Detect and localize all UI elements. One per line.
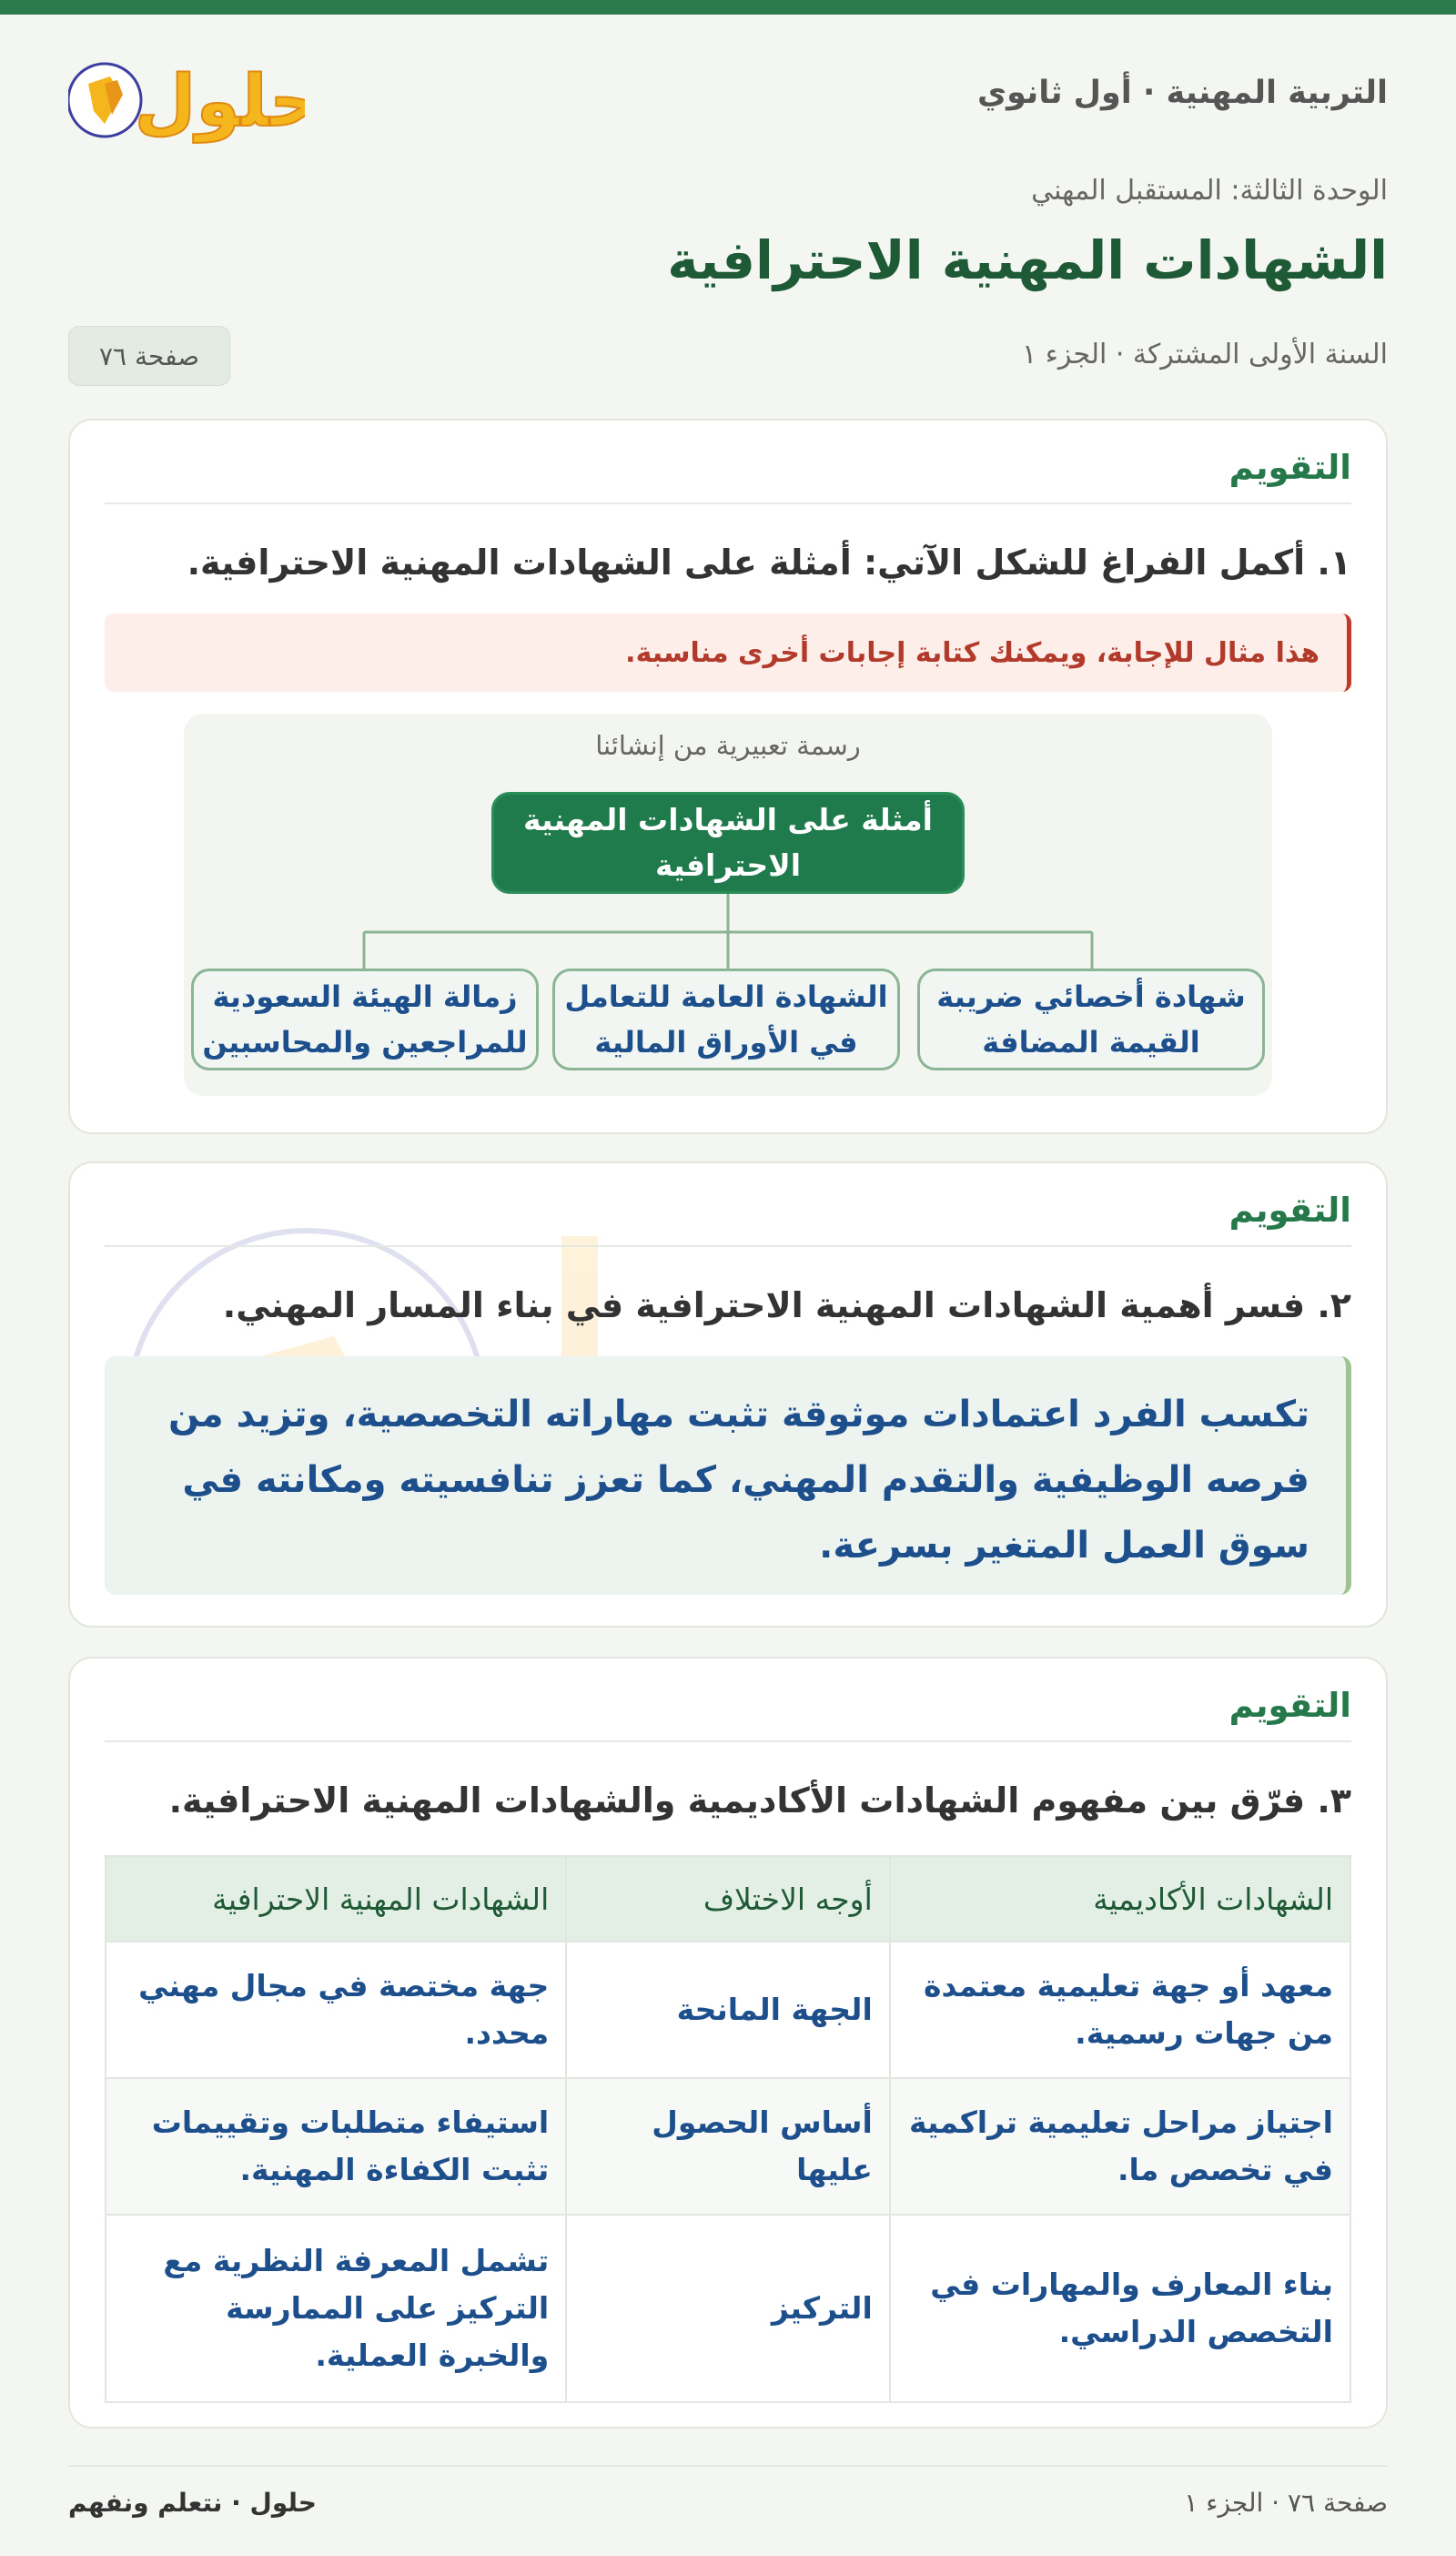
table-header-cell: أوجه الاختلاف — [566, 1856, 890, 1942]
subject-title: التربية المهنية · أول ثانوي — [977, 75, 1388, 111]
question-text: ١. أكمل الفراغ للشكل الآتي: أمثلة على الشهادات المهنية الاحترافية. — [187, 543, 1351, 583]
question-text: ٣. فرّق بين مفهوم الشهادات الأكاديمية والشهادات المهنية الاحترافية. — [168, 1780, 1351, 1821]
top-accent-bar — [0, 0, 1456, 15]
examples-diagram — [184, 714, 1272, 1096]
diagram-leaf-node: زمالة الهيئة السعودية للمراجعين والمحاسبين — [191, 969, 539, 1070]
table-row — [106, 2078, 1350, 2215]
table-header-cell: الشهادات الأكاديمية — [890, 1856, 1350, 1942]
table-header-row — [106, 1856, 1350, 1942]
table-cell: الجهة المانحة — [566, 1942, 890, 2078]
diagram-leaf-node: شهادة أخصائي ضريبة القيمة المضافة — [917, 969, 1265, 1070]
hulul-logo[interactable] — [68, 47, 305, 147]
answer-text: تكسب الفرد اعتمادات موثوقة تثبت مهاراته التخصصية، وتزيد من فرصه الوظيفية والتقدم المهني، كما تعزز تنافسيته ومكانته في سوق العمل المتغير بسرعة. — [105, 1356, 1351, 1595]
section-heading: التقويم — [105, 1191, 1351, 1247]
table-header-cell: الشهادات المهنية الاحترافية — [106, 1856, 566, 1942]
book-logo-icon — [68, 47, 305, 147]
table-cell: التركيز — [566, 2215, 890, 2402]
question-text: ٢. فسر أهمية الشهادات المهنية الاحترافية في بناء المسار المهني. — [222, 1285, 1351, 1325]
table-cell: بناء المعارف والمهارات في التخصص الدراسي. — [890, 2215, 1350, 2402]
diagram-root-node: أمثلة على الشهادات المهنية الاحترافية — [491, 792, 965, 894]
question-card-2 — [68, 1161, 1388, 1628]
footer-divider — [68, 2465, 1388, 2467]
table-cell: اجتياز مراحل تعليمية تراكمية في تخصص ما. — [890, 2078, 1350, 2215]
section-heading: التقويم — [105, 1686, 1351, 1742]
footer-page-label: صفحة ٧٦ · الجزء ١ — [1184, 2488, 1388, 2518]
question-card-3 — [68, 1657, 1388, 2429]
year-part-label: السنة الأولى المشتركة · الجزء ١ — [1022, 339, 1388, 370]
question-card-1 — [68, 419, 1388, 1134]
page-number-badge: صفحة ٧٦ — [68, 326, 230, 386]
footer-brand: حلول · نتعلم ونفهم — [68, 2488, 317, 2518]
page-title: الشهادات المهنية الاحترافية — [667, 229, 1388, 291]
table-row — [106, 1942, 1350, 2078]
page-header — [68, 47, 1388, 147]
table-cell: استيفاء متطلبات وتقييمات تثبت الكفاءة المهنية. — [106, 2078, 566, 2215]
diagram-caption: رسمة تعبيرية من إنشائنا — [595, 730, 861, 761]
table-cell: تشمل المعرفة النظرية مع التركيز على الممارسة والخبرة العملية. — [106, 2215, 566, 2402]
table-cell: جهة مختصة في مجال مهني محدد. — [106, 1942, 566, 2078]
logo-wordmark: حلول — [134, 61, 305, 143]
table-cell: معهد أو جهة تعليمية معتمدة من جهات رسمية. — [890, 1942, 1350, 2078]
diagram-leaf-node: الشهادة العامة للتعامل في الأوراق المالية — [552, 969, 900, 1070]
comparison-table — [105, 1855, 1351, 2403]
section-heading: التقويم — [105, 448, 1351, 504]
answer-note: هذا مثال للإجابة، ويمكنك كتابة إجابات أخرى مناسبة. — [105, 614, 1351, 692]
table-cell: أساس الحصول عليها — [566, 2078, 890, 2215]
table-row — [106, 2215, 1350, 2402]
unit-subtitle: الوحدة الثالثة: المستقبل المهني — [1031, 175, 1388, 207]
